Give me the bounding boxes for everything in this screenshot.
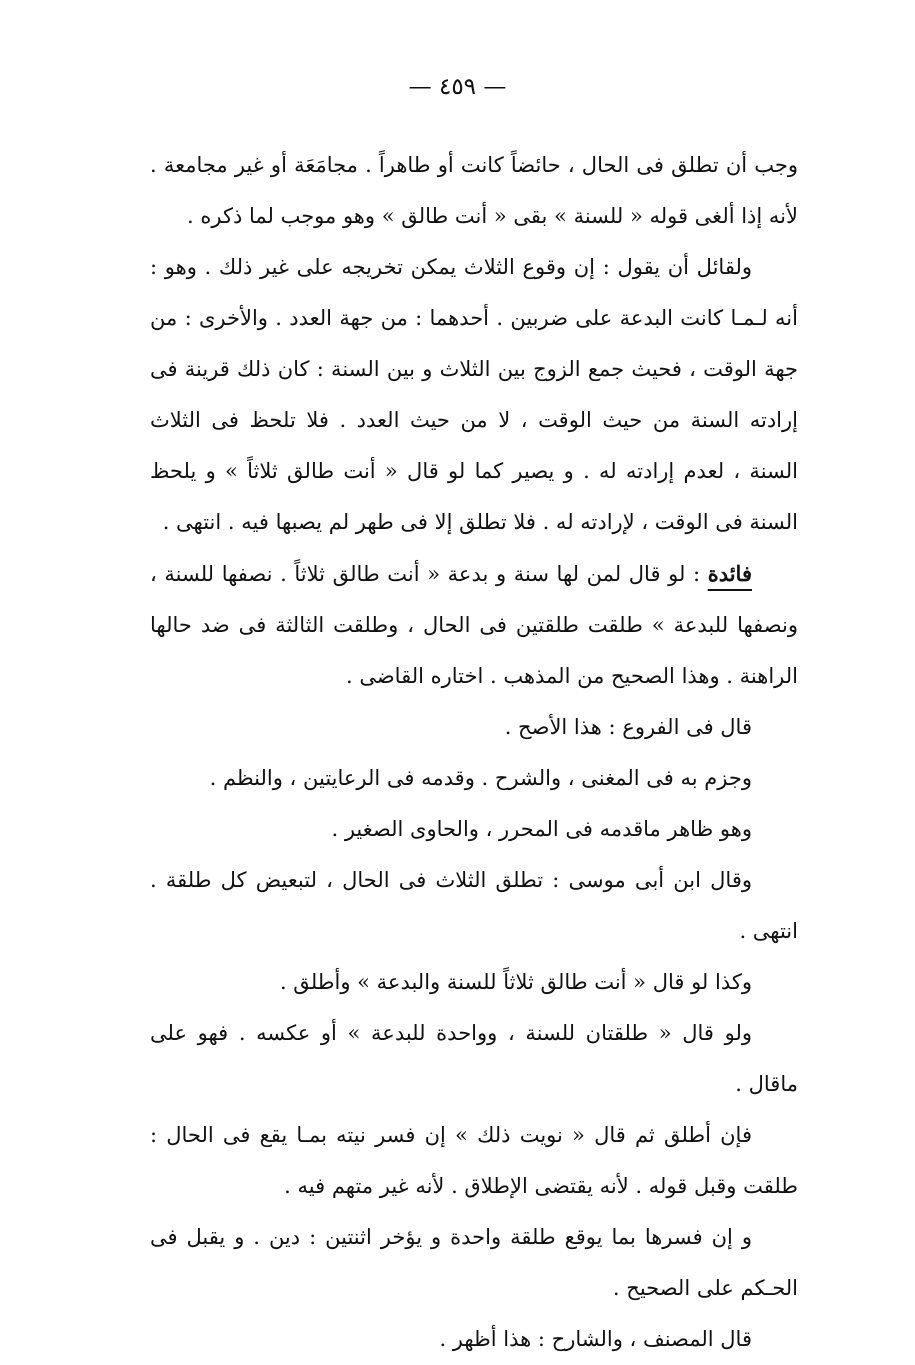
paragraph: وهو ظاهر ماقدمه فى المحرر ، والحاوى الصغير . xyxy=(331,817,752,841)
paragraph: ولو قال « طلقتان للسنة ، وواحدة للبدعة » أو عكسه . فهو على ماقال . xyxy=(150,1021,798,1096)
paragraph: ولقائل أن يقول : إن وقوع الثلاث يمكن تخريجه على غير ذلك . وهو : أنه لـمـا كانت البدعة على ضربين . أحدهما : من جهة العدد . والأخرى : من جهة الوقت ، فحيث جمع الزوج بين الثلاث و بين السنة : كان ذلك قرينة فى إرادته السنة من حيث الوقت ، لا من حيث العدد . فلا تلحظ فى الثلاث السنة ، لعدم إرادته له . و يصير كما لو قال « أنت طالق ثلاثاً » و يلحظ السنة فى الوقت ، لإرادته له . فلا تطلق إلا فى طهر لم يصبها فيه . انتهى . xyxy=(150,255,798,534)
paragraph: قال فى الفروع : هذا الأصح . xyxy=(504,715,752,739)
note-heading: فائدة xyxy=(707,561,752,586)
paragraph-note-text: : لو قال لمن لها سنة و بدعة « أنت طالق ثلاثاً . نصفها للسنة ، ونصفها للبدعة » طلقت طلقتين فى الحال ، وطلقت الثالثة فى ضد حالها الراهنة . وهذا الصحيح من المذهب . اختاره القاضى . xyxy=(150,562,798,688)
paragraph: فإن أطلق ثم قال « نويت ذلك » إن فسر نيته بمـا يقع فى الحال : طلقت وقبل قوله . لأنه يقتضى الإطلاق . لأنه غير متهم فيه . xyxy=(150,1123,798,1198)
paragraph: وقال ابن أبى موسى : تطلق الثلاث فى الحال ، لتبعيض كل طلقة . انتهى . xyxy=(150,868,798,943)
page-body xyxy=(150,140,798,1365)
paragraph: و إن فسرها بما يوقع طلقة واحدة و يؤخر اثنتين : دين . و يقبل فى الحـكم على الصحيح . xyxy=(150,1225,798,1300)
paragraph-note xyxy=(150,548,798,702)
paragraph: قال المصنف ، والشارح : هذا أظهر . xyxy=(439,1327,752,1351)
paragraph: وكذا لو قال « أنت طالق ثلاثاً للسنة والبدعة » وأطلق . xyxy=(279,970,752,994)
paragraph: وجزم به فى المغنى ، والشرح . وقدمه فى الرعايتين ، والنظم . xyxy=(209,766,752,790)
paragraph: وجب أن تطلق فى الحال ، حائضاً كانت أو طاهراً . مجامَعَة أو غير مجامعة . لأنه إذا ألغى قوله « للسنة » بقى « أنت طالق » وهو موجب لما ذكره . xyxy=(150,153,798,228)
page-number: — ٤٥٩ — xyxy=(408,74,507,100)
